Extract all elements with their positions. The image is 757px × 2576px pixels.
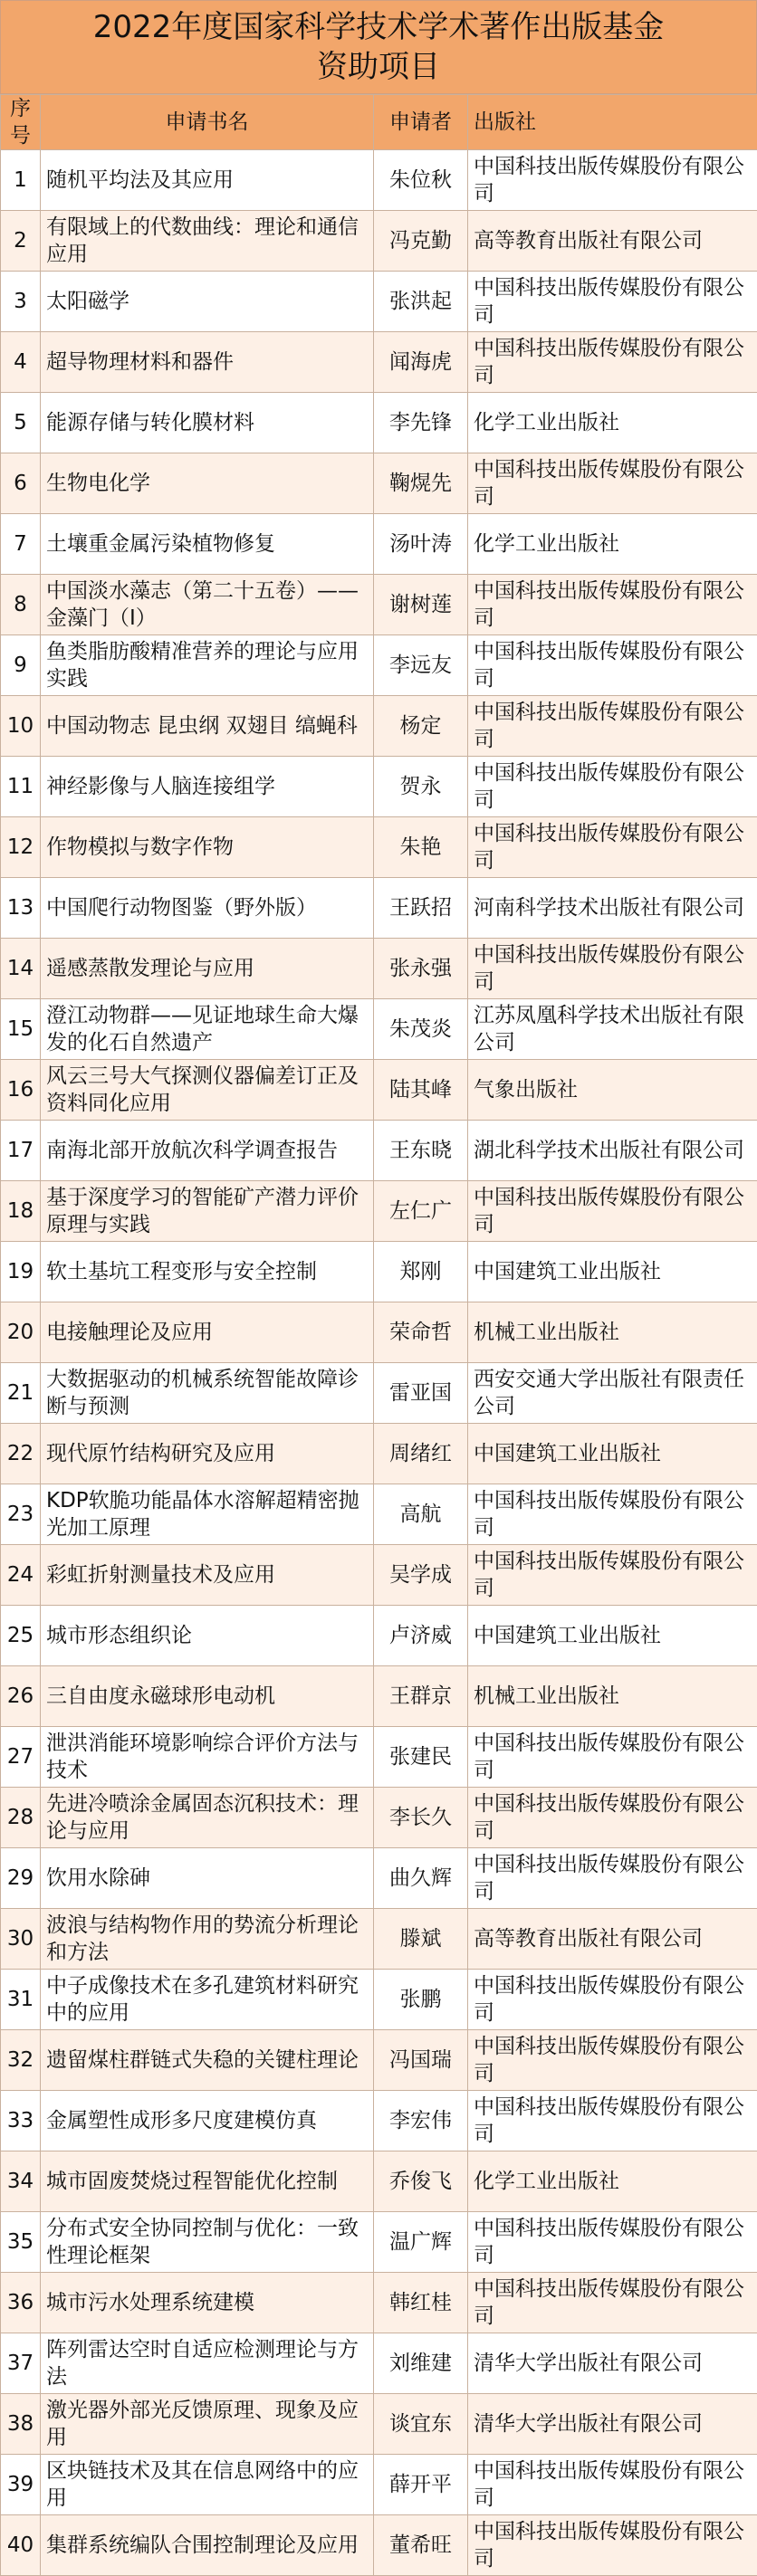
row-number: 7 (1, 514, 41, 575)
row-number: 22 (1, 1424, 41, 1484)
book-title: 集群系统编队合围控制理论及应用 (41, 2515, 374, 2576)
row-number: 31 (1, 1970, 41, 2030)
book-title: 能源存储与转化膜材料 (41, 393, 374, 453)
book-title: 鱼类脂肪酸精准营养的理论与应用实践 (41, 635, 374, 696)
publisher: 中国科技出版传媒股份有限公司 (468, 635, 757, 696)
book-title: 电接触理论及应用 (41, 1302, 374, 1363)
table-row (1, 575, 757, 635)
publisher: 湖北科学技术出版社有限公司 (468, 1121, 757, 1181)
table-row (1, 1424, 757, 1484)
applicant: 李宏伟 (374, 2091, 468, 2151)
table-row (1, 1060, 757, 1121)
table-row (1, 1788, 757, 1848)
header-no: 序号 (1, 95, 41, 150)
publisher: 机械工业出版社 (468, 1302, 757, 1363)
table-row (1, 1242, 757, 1302)
row-number: 33 (1, 2091, 41, 2151)
publisher: 河南科学技术出版社有限公司 (468, 878, 757, 939)
table-row (1, 1727, 757, 1788)
row-number: 1 (1, 150, 41, 211)
book-title: 先进冷喷涂金属固态沉积技术：理论与应用 (41, 1788, 374, 1848)
table-row (1, 1848, 757, 1909)
applicant: 张建民 (374, 1727, 468, 1788)
row-number: 35 (1, 2212, 41, 2273)
table-row (1, 211, 757, 272)
book-title: 超导物理材料和器件 (41, 332, 374, 393)
publisher: 中国建筑工业出版社 (468, 1424, 757, 1484)
row-number: 30 (1, 1909, 41, 1970)
table-row (1, 2394, 757, 2455)
row-number: 40 (1, 2515, 41, 2576)
applicant: 吴学成 (374, 1545, 468, 1606)
publisher: 中国科技出版传媒股份有限公司 (468, 1484, 757, 1545)
publisher: 中国科技出版传媒股份有限公司 (468, 1181, 757, 1242)
book-title: 神经影像与人脑连接组学 (41, 757, 374, 817)
table-row (1, 2273, 757, 2333)
book-title: 阵列雷达空时自适应检测理论与方法 (41, 2333, 374, 2394)
table-row (1, 696, 757, 757)
table-row (1, 1909, 757, 1970)
header-row (1, 95, 757, 150)
publisher: 中国科技出版传媒股份有限公司 (468, 2515, 757, 2576)
book-title: 随机平均法及其应用 (41, 150, 374, 211)
publisher: 江苏凤凰科学技术出版社有限公司 (468, 999, 757, 1060)
applicant: 闻海虎 (374, 332, 468, 393)
publisher: 中国科技出版传媒股份有限公司 (468, 1545, 757, 1606)
book-title: 遥感蒸散发理论与应用 (41, 939, 374, 999)
book-title: 饮用水除砷 (41, 1848, 374, 1909)
book-title: 现代原竹结构研究及应用 (41, 1424, 374, 1484)
publisher: 高等教育出版社有限公司 (468, 211, 757, 272)
publisher: 清华大学出版社有限公司 (468, 2333, 757, 2394)
row-number: 8 (1, 575, 41, 635)
row-number: 18 (1, 1181, 41, 1242)
publisher: 中国科技出版传媒股份有限公司 (468, 2455, 757, 2515)
row-number: 28 (1, 1788, 41, 1848)
table-row (1, 1121, 757, 1181)
table-row (1, 1181, 757, 1242)
table-row (1, 757, 757, 817)
book-title: 风云三号大气探测仪器偏差订正及资料同化应用 (41, 1060, 374, 1121)
row-number: 6 (1, 453, 41, 514)
table-row (1, 2212, 757, 2273)
row-number: 23 (1, 1484, 41, 1545)
table-row (1, 999, 757, 1060)
book-title: 大数据驱动的机械系统智能故障诊断与预测 (41, 1363, 374, 1424)
table-row (1, 878, 757, 939)
book-title: 中国爬行动物图鉴（野外版） (41, 878, 374, 939)
publisher: 清华大学出版社有限公司 (468, 2394, 757, 2455)
book-title: 南海北部开放航次科学调查报告 (41, 1121, 374, 1181)
book-title: 波浪与结构物作用的势流分析理论和方法 (41, 1909, 374, 1970)
row-number: 4 (1, 332, 41, 393)
table-row (1, 514, 757, 575)
row-number: 34 (1, 2151, 41, 2212)
book-title: 城市固废焚烧过程智能优化控制 (41, 2151, 374, 2212)
book-title: 遗留煤柱群链式失稳的关键柱理论 (41, 2030, 374, 2091)
publisher: 中国科技出版传媒股份有限公司 (468, 757, 757, 817)
applicant: 韩红桂 (374, 2273, 468, 2333)
row-number: 9 (1, 635, 41, 696)
applicant: 张洪起 (374, 272, 468, 332)
publisher: 中国科技出版传媒股份有限公司 (468, 1848, 757, 1909)
row-number: 16 (1, 1060, 41, 1121)
publisher: 中国科技出版传媒股份有限公司 (468, 1727, 757, 1788)
applicant: 谈宜东 (374, 2394, 468, 2455)
table-row (1, 1666, 757, 1727)
table-row (1, 1302, 757, 1363)
row-number: 24 (1, 1545, 41, 1606)
row-number: 19 (1, 1242, 41, 1302)
applicant: 朱位秋 (374, 150, 468, 211)
row-number: 3 (1, 272, 41, 332)
applicant: 雷亚国 (374, 1363, 468, 1424)
row-number: 15 (1, 999, 41, 1060)
book-title: KDP软脆功能晶体水溶解超精密抛光加工原理 (41, 1484, 374, 1545)
publisher: 中国科技出版传媒股份有限公司 (468, 939, 757, 999)
table-title (0, 0, 757, 94)
applicant: 左仁广 (374, 1181, 468, 1242)
applicant: 冯国瑞 (374, 2030, 468, 2091)
table-row (1, 2333, 757, 2394)
table-row (1, 1484, 757, 1545)
applicant: 高航 (374, 1484, 468, 1545)
publisher: 中国科技出版传媒股份有限公司 (468, 817, 757, 878)
applicant: 卢济威 (374, 1606, 468, 1666)
publisher: 中国科技出版传媒股份有限公司 (468, 575, 757, 635)
table-row (1, 393, 757, 453)
table-row (1, 1363, 757, 1424)
publisher: 化学工业出版社 (468, 514, 757, 575)
row-number: 37 (1, 2333, 41, 2394)
row-number: 13 (1, 878, 41, 939)
book-title: 土壤重金属污染植物修复 (41, 514, 374, 575)
applicant: 朱茂炎 (374, 999, 468, 1060)
applicant: 贺永 (374, 757, 468, 817)
row-number: 10 (1, 696, 41, 757)
row-number: 17 (1, 1121, 41, 1181)
publisher: 中国建筑工业出版社 (468, 1242, 757, 1302)
table-row (1, 272, 757, 332)
book-title: 彩虹折射测量技术及应用 (41, 1545, 374, 1606)
header-author: 申请者 (374, 95, 468, 150)
publisher: 气象出版社 (468, 1060, 757, 1121)
book-title: 有限域上的代数曲线：理论和通信应用 (41, 211, 374, 272)
table-row (1, 1606, 757, 1666)
applicant: 郑刚 (374, 1242, 468, 1302)
title-line-2: 资助项目 (317, 47, 440, 87)
publisher: 中国科技出版传媒股份有限公司 (468, 2091, 757, 2151)
publisher: 化学工业出版社 (468, 2151, 757, 2212)
row-number: 26 (1, 1666, 41, 1727)
row-number: 27 (1, 1727, 41, 1788)
row-number: 2 (1, 211, 41, 272)
applicant: 薛开平 (374, 2455, 468, 2515)
book-title: 作物模拟与数字作物 (41, 817, 374, 878)
table-row (1, 150, 757, 211)
book-title: 城市形态组织论 (41, 1606, 374, 1666)
title-line-1: 2022年度国家科学技术学术著作出版基金 (93, 7, 665, 47)
publisher: 中国科技出版传媒股份有限公司 (468, 272, 757, 332)
publisher: 中国科技出版传媒股份有限公司 (468, 150, 757, 211)
applicant: 刘维建 (374, 2333, 468, 2394)
book-title: 生物电化学 (41, 453, 374, 514)
row-number: 39 (1, 2455, 41, 2515)
publisher: 中国科技出版传媒股份有限公司 (468, 332, 757, 393)
publisher: 中国科技出版传媒股份有限公司 (468, 453, 757, 514)
applicant: 杨定 (374, 696, 468, 757)
row-number: 5 (1, 393, 41, 453)
book-title: 中国动物志 昆虫纲 双翅目 缟蝇科 (41, 696, 374, 757)
table-body (1, 150, 757, 2576)
publisher: 中国科技出版传媒股份有限公司 (468, 1788, 757, 1848)
publisher: 中国科技出版传媒股份有限公司 (468, 2212, 757, 2273)
applicant: 王群京 (374, 1666, 468, 1727)
row-number: 14 (1, 939, 41, 999)
row-number: 36 (1, 2273, 41, 2333)
header-publisher: 出版社 (468, 95, 757, 150)
table-row (1, 817, 757, 878)
publisher: 中国科技出版传媒股份有限公司 (468, 2273, 757, 2333)
applicant: 李先锋 (374, 393, 468, 453)
table-row (1, 2030, 757, 2091)
applicant: 李长久 (374, 1788, 468, 1848)
applicant: 曲久辉 (374, 1848, 468, 1909)
applicant: 张鹏 (374, 1970, 468, 2030)
book-title: 区块链技术及其在信息网络中的应用 (41, 2455, 374, 2515)
row-number: 32 (1, 2030, 41, 2091)
book-title: 基于深度学习的智能矿产潜力评价原理与实践 (41, 1181, 374, 1242)
applicant: 汤叶涛 (374, 514, 468, 575)
book-title: 澄江动物群——见证地球生命大爆发的化石自然遗产 (41, 999, 374, 1060)
book-title: 中子成像技术在多孔建筑材料研究中的应用 (41, 1970, 374, 2030)
table-row (1, 939, 757, 999)
publisher: 中国建筑工业出版社 (468, 1606, 757, 1666)
book-title: 分布式安全协同控制与优化：一致性理论框架 (41, 2212, 374, 2273)
applicant: 滕斌 (374, 1909, 468, 1970)
book-title: 泄洪消能环境影响综合评价方法与技术 (41, 1727, 374, 1788)
funding-table (0, 94, 757, 2576)
table-row (1, 2151, 757, 2212)
publisher: 西安交通大学出版社有限责任公司 (468, 1363, 757, 1424)
applicant: 谢树莲 (374, 575, 468, 635)
table-row (1, 635, 757, 696)
book-title: 城市污水处理系统建模 (41, 2273, 374, 2333)
table-row (1, 1545, 757, 1606)
table-row (1, 2455, 757, 2515)
applicant: 冯克勤 (374, 211, 468, 272)
header-book: 申请书名 (41, 95, 374, 150)
table-row (1, 2515, 757, 2576)
row-number: 11 (1, 757, 41, 817)
row-number: 29 (1, 1848, 41, 1909)
applicant: 董希旺 (374, 2515, 468, 2576)
table-row (1, 332, 757, 393)
publisher: 中国科技出版传媒股份有限公司 (468, 1970, 757, 2030)
publisher: 机械工业出版社 (468, 1666, 757, 1727)
applicant: 王跃招 (374, 878, 468, 939)
publisher: 高等教育出版社有限公司 (468, 1909, 757, 1970)
book-title: 中国淡水藻志（第二十五卷）——金藻门（I） (41, 575, 374, 635)
applicant: 王东晓 (374, 1121, 468, 1181)
publisher: 化学工业出版社 (468, 393, 757, 453)
row-number: 25 (1, 1606, 41, 1666)
applicant: 朱艳 (374, 817, 468, 878)
applicant: 周绪红 (374, 1424, 468, 1484)
book-title: 三自由度永磁球形电动机 (41, 1666, 374, 1727)
publisher: 中国科技出版传媒股份有限公司 (468, 696, 757, 757)
book-title: 太阳磁学 (41, 272, 374, 332)
table-row (1, 2091, 757, 2151)
applicant: 李远友 (374, 635, 468, 696)
table-row (1, 1970, 757, 2030)
applicant: 张永强 (374, 939, 468, 999)
book-title: 激光器外部光反馈原理、现象及应用 (41, 2394, 374, 2455)
publisher: 中国科技出版传媒股份有限公司 (468, 2030, 757, 2091)
table-row (1, 453, 757, 514)
applicant: 鞠熀先 (374, 453, 468, 514)
applicant: 乔俊飞 (374, 2151, 468, 2212)
applicant: 荣命哲 (374, 1302, 468, 1363)
book-title: 金属塑性成形多尺度建模仿真 (41, 2091, 374, 2151)
row-number: 12 (1, 817, 41, 878)
applicant: 陆其峰 (374, 1060, 468, 1121)
row-number: 38 (1, 2394, 41, 2455)
row-number: 20 (1, 1302, 41, 1363)
applicant: 温广辉 (374, 2212, 468, 2273)
row-number: 21 (1, 1363, 41, 1424)
book-title: 软土基坑工程变形与安全控制 (41, 1242, 374, 1302)
